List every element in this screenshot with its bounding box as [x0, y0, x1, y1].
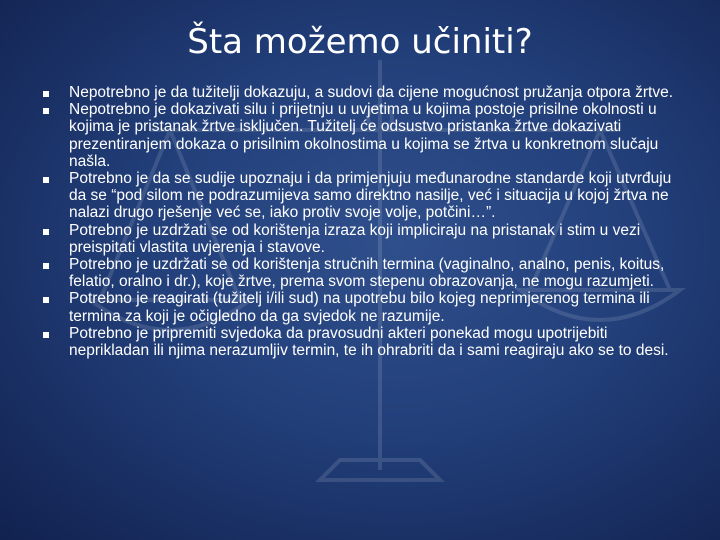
bullet-text: Potrebno je pripremiti svjedoka da pravosudni akteri ponekad mogu upotrijebiti neprikladan ili njima nerazumljiv termin, te ih ohrabriti da i sami reagiraju ako se to desi. [69, 324, 669, 360]
list-item [40, 325, 680, 359]
list-item [40, 170, 680, 222]
list-item [40, 256, 680, 290]
list-item [40, 84, 680, 101]
slide-title: Šta možemo učiniti? [187, 22, 533, 62]
square-bullet-icon [43, 229, 49, 235]
bullet-text: Nepotrebno je da tužitelji dokazuju, a sudovi da cijene mogućnost pružanja otpora žrtve. [69, 84, 674, 101]
bullet-text: Nepotrebno je dokazivati silu i prijetnju u uvjetima u kojima postoje prisilne okolnosti u kojima je pristanak žrtve isključen. Tužitelj će odsustvo pristanka žrtve dokazivati prezentiranjem dokaza o prisilnim okolnostima u kojima se žrtva u konkretnom slučaju našla. [69, 101, 659, 170]
bullet-list [40, 84, 680, 359]
square-bullet-icon [43, 177, 49, 183]
square-bullet-icon [43, 263, 49, 269]
bullet-text: Potrebno je da se sudije upoznaju i da primjenjuju međunarodne standarde koji utvrđuju da se “pod silom ne podrazumijeva samo direktno nasilje, već i situacija u kojoj žrtva ne nalazi drugo rješenje već se, iako protiv svoje volje, potčini…”. [69, 170, 672, 222]
square-bullet-icon [43, 108, 49, 114]
square-bullet-icon [43, 91, 49, 97]
list-item [40, 101, 680, 170]
square-bullet-icon [43, 297, 49, 303]
list-item [40, 290, 680, 324]
bullet-text: Potrebno je uzdržati se od korištenja izraza koji impliciraju na pristanak i stim u vezi preispitati vlastita uvjerenja i stavove. [69, 221, 641, 256]
square-bullet-icon [43, 332, 49, 338]
bullet-text: Potrebno je uzdržati se od korištenja stručnih termina (vaginalno, analno, penis, koitus, felatio, oralno i dr.), koje žrtve, prema svom stepenu obrazovanja, ne mogu razumjeti. [69, 256, 665, 291]
bullet-text: Potrebno je reagirati (tužitelj i/ili sud) na upotrebu bilo kojeg neprimjerenog termina ili termina za koji je očigledno da ga svjedok ne razumije. [69, 290, 650, 325]
list-item [40, 222, 680, 256]
